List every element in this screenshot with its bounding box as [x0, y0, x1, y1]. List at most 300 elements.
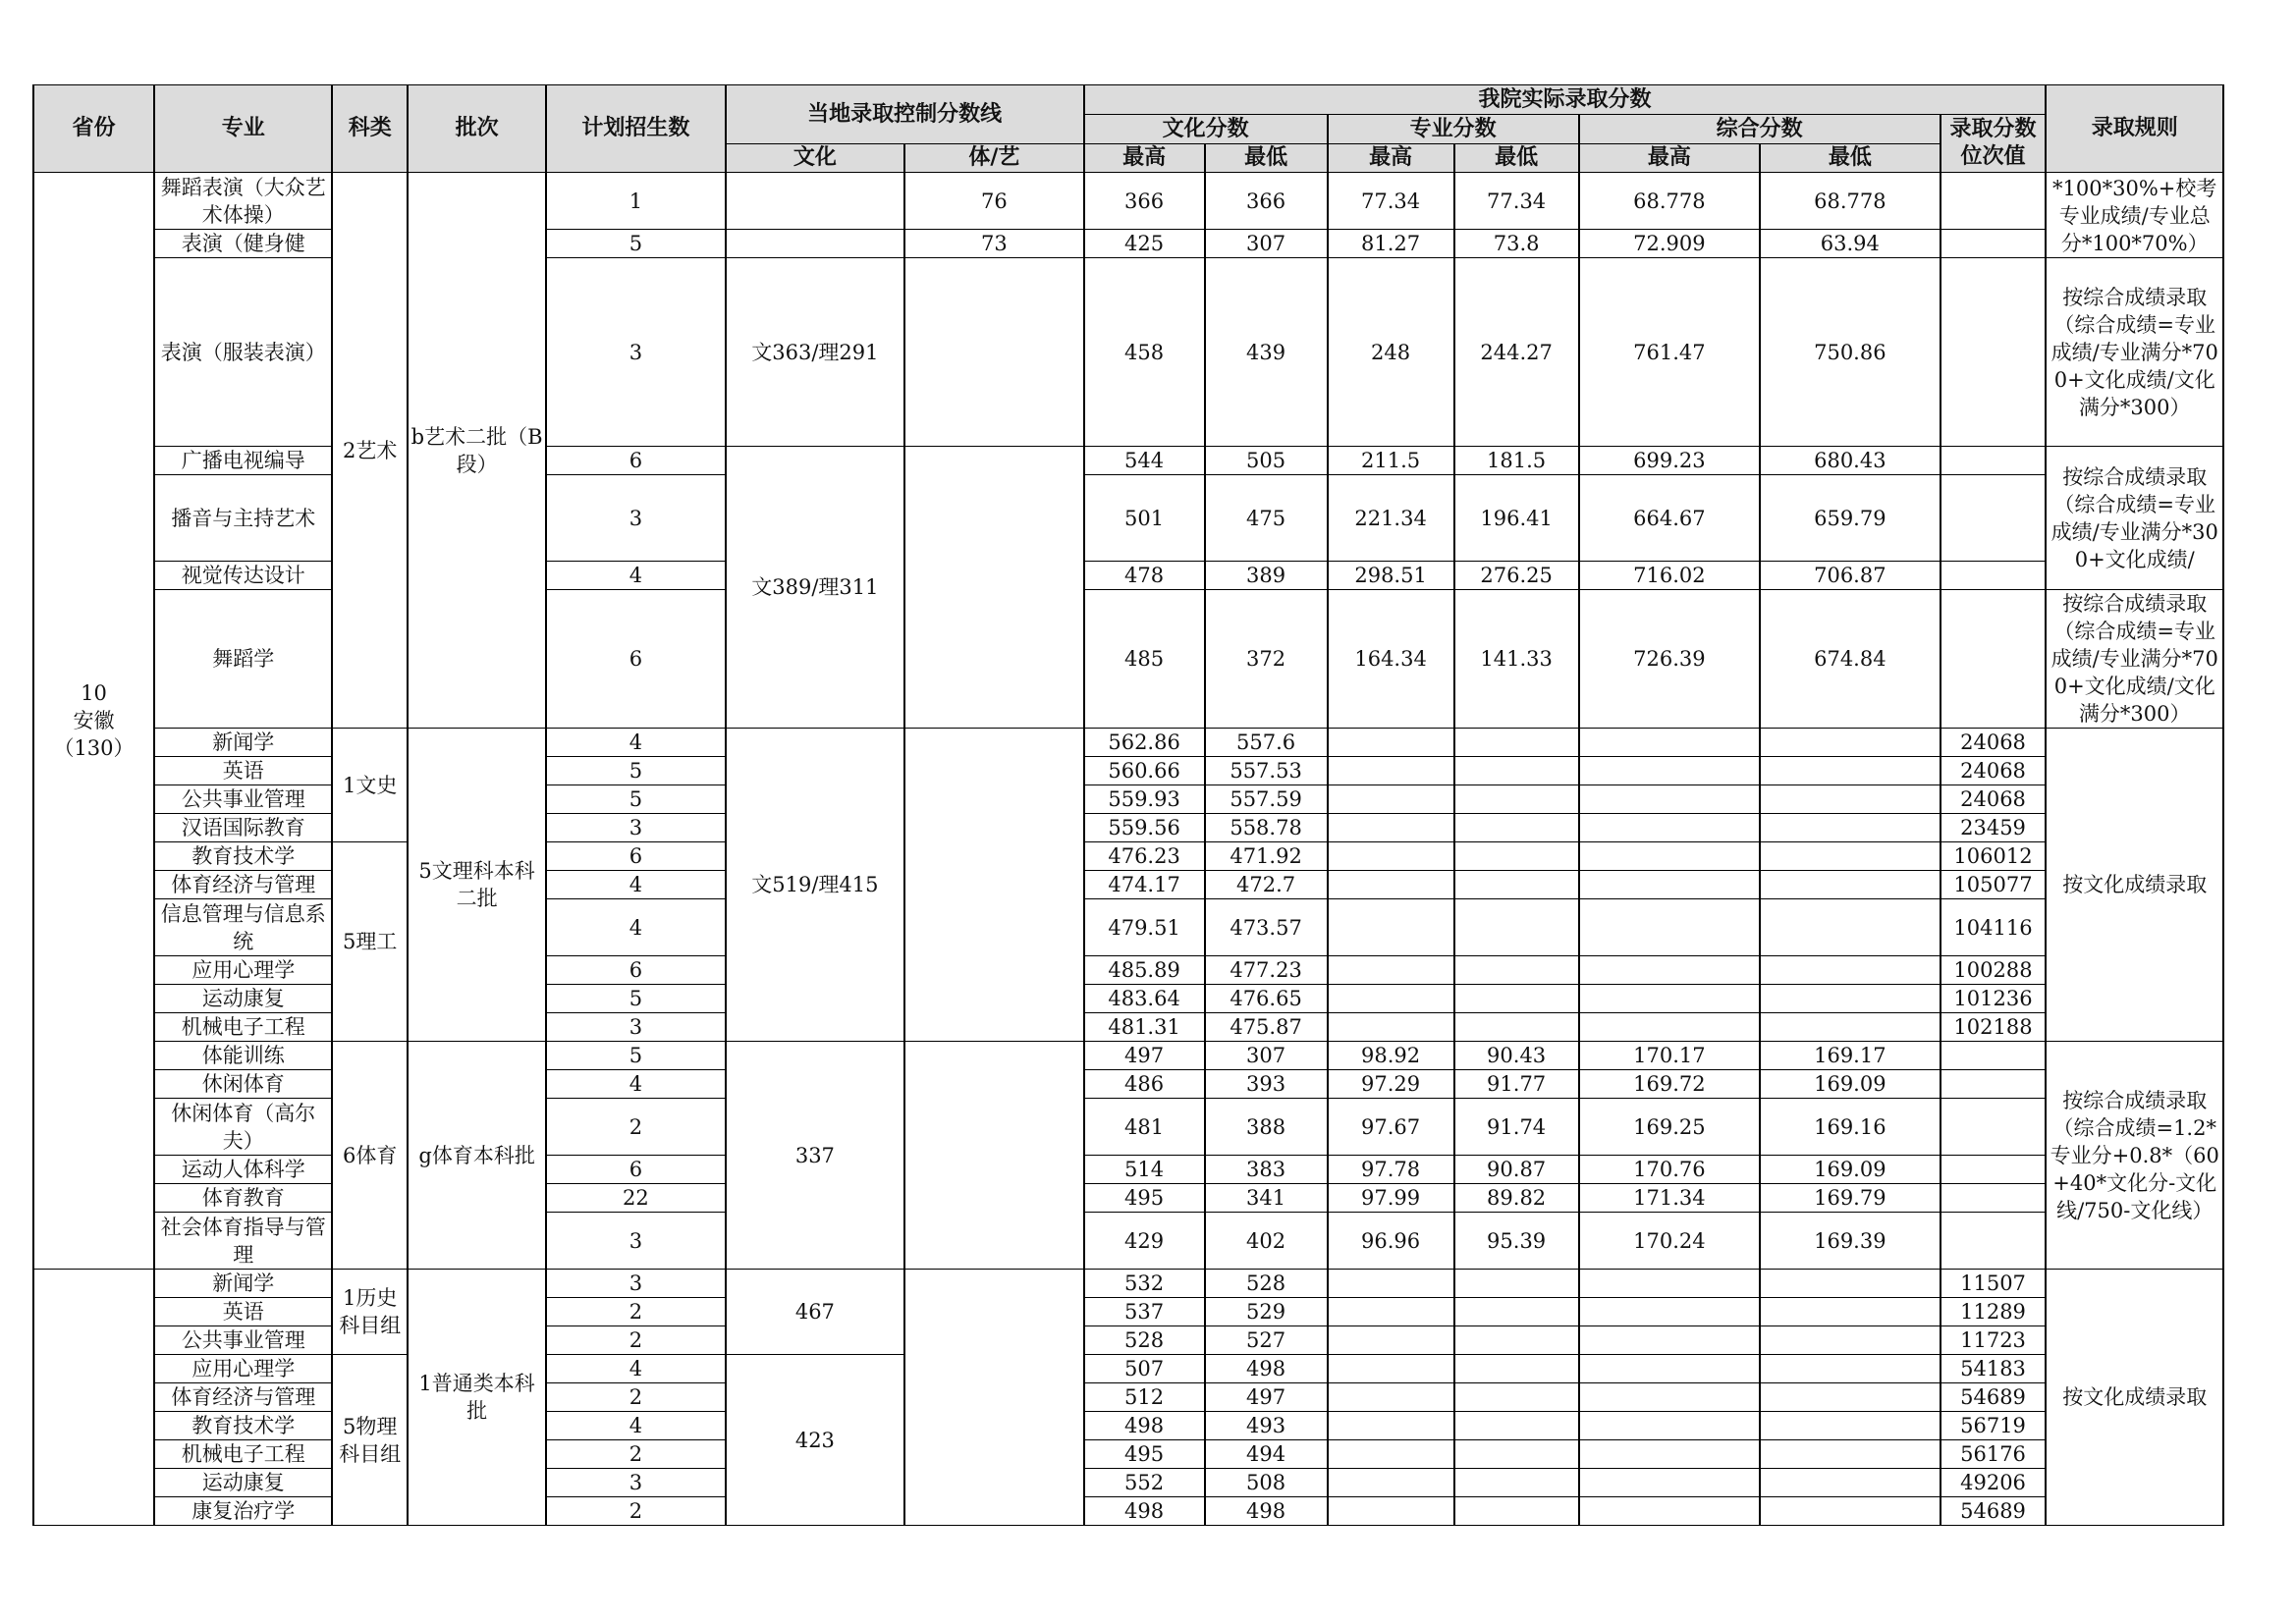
table-row	[33, 1355, 2223, 1383]
major-min-cell	[1454, 1383, 1579, 1412]
major-max-cell	[1328, 1326, 1454, 1355]
total-max-cell	[1579, 1270, 1760, 1298]
culture-max-cell: 498	[1084, 1412, 1205, 1440]
total-min-cell	[1760, 1497, 1940, 1526]
total-min-cell: 169.09	[1760, 1070, 1940, 1099]
rank-cell: 49206	[1941, 1469, 2047, 1497]
rank-cell: 104116	[1941, 899, 2047, 956]
plan-cell: 2	[546, 1497, 725, 1526]
culture-min-cell: 477.23	[1205, 956, 1328, 985]
culture-max-cell: 507	[1084, 1355, 1205, 1383]
table-row	[33, 842, 2223, 871]
total-min-cell	[1760, 1270, 1940, 1298]
admission-table-wrapper	[32, 84, 2224, 1526]
total-max-cell	[1579, 1497, 1760, 1526]
plan-cell: 3	[546, 1013, 725, 1042]
major-max-cell	[1328, 1298, 1454, 1326]
header-local-pe-art: 体/艺	[904, 144, 1083, 173]
major-max-cell: 97.78	[1328, 1156, 1454, 1184]
total-max-cell	[1579, 985, 1760, 1013]
major-max-cell	[1328, 1013, 1454, 1042]
major-cell: 公共事业管理	[154, 785, 332, 814]
major-min-cell	[1454, 1326, 1579, 1355]
local-culture-line-cell: 文519/理415	[726, 729, 904, 1042]
total-max-cell: 169.72	[1579, 1070, 1760, 1099]
local-culture-line-cell	[726, 230, 904, 258]
major-cell: 体育经济与管理	[154, 871, 332, 899]
header-rank: 录取分数位次值	[1941, 115, 2047, 173]
culture-min-cell: 366	[1205, 173, 1328, 230]
major-max-cell: 248	[1328, 258, 1454, 447]
header-culture-score: 文化分数	[1084, 115, 1328, 144]
culture-min-cell: 473.57	[1205, 899, 1328, 956]
major-max-cell	[1328, 1383, 1454, 1412]
header-plan: 计划招生数	[546, 85, 725, 173]
rank-cell: 11507	[1941, 1270, 2047, 1298]
major-cell: 机械电子工程	[154, 1440, 332, 1469]
culture-min-cell: 497	[1205, 1383, 1328, 1412]
header-batch: 批次	[408, 85, 546, 173]
major-cell: 应用心理学	[154, 956, 332, 985]
major-min-cell: 77.34	[1454, 173, 1579, 230]
plan-cell: 22	[546, 1184, 725, 1213]
header-actual: 我院实际录取分数	[1084, 85, 2047, 115]
major-min-cell	[1454, 1412, 1579, 1440]
total-max-cell: 170.76	[1579, 1156, 1760, 1184]
batch-cell: g体育本科批	[408, 1042, 546, 1270]
culture-min-cell: 505	[1205, 447, 1328, 475]
total-max-cell: 699.23	[1579, 447, 1760, 475]
culture-min-cell: 307	[1205, 1042, 1328, 1070]
major-max-cell	[1328, 1497, 1454, 1526]
local-pe-art-line-cell	[904, 447, 1083, 729]
major-max-cell: 97.99	[1328, 1184, 1454, 1213]
local-culture-line-cell: 文363/理291	[726, 258, 904, 447]
total-min-cell: 63.94	[1760, 230, 1940, 258]
total-max-cell: 726.39	[1579, 590, 1760, 729]
major-cell: 舞蹈学	[154, 590, 332, 729]
total-min-cell	[1760, 1013, 1940, 1042]
total-min-cell	[1760, 1298, 1940, 1326]
culture-min-cell: 557.59	[1205, 785, 1328, 814]
total-max-cell	[1579, 871, 1760, 899]
header-culture-min: 最低	[1205, 144, 1328, 173]
culture-min-cell: 475	[1205, 475, 1328, 562]
rank-cell	[1941, 562, 2047, 590]
culture-max-cell: 528	[1084, 1326, 1205, 1355]
table-row	[33, 729, 2223, 757]
major-max-cell	[1328, 729, 1454, 757]
total-min-cell	[1760, 842, 1940, 871]
plan-cell: 3	[546, 814, 725, 842]
culture-max-cell: 501	[1084, 475, 1205, 562]
rank-cell	[1941, 1042, 2047, 1070]
culture-max-cell: 498	[1084, 1497, 1205, 1526]
total-min-cell	[1760, 729, 1940, 757]
plan-cell: 4	[546, 1355, 725, 1383]
major-min-cell: 196.41	[1454, 475, 1579, 562]
table-row	[33, 1042, 2223, 1070]
major-min-cell: 141.33	[1454, 590, 1579, 729]
plan-cell: 4	[546, 1070, 725, 1099]
major-min-cell: 89.82	[1454, 1184, 1579, 1213]
major-cell: 运动康复	[154, 1469, 332, 1497]
province-cell: 10 安徽 （130）	[33, 173, 154, 1270]
total-min-cell	[1760, 1469, 1940, 1497]
major-max-cell	[1328, 985, 1454, 1013]
category-cell: 6体育	[332, 1042, 408, 1270]
total-max-cell	[1579, 842, 1760, 871]
total-max-cell	[1579, 757, 1760, 785]
plan-cell: 6	[546, 842, 725, 871]
culture-max-cell: 458	[1084, 258, 1205, 447]
total-min-cell: 706.87	[1760, 562, 1940, 590]
plan-cell: 6	[546, 1156, 725, 1184]
rank-cell	[1941, 1213, 2047, 1270]
major-max-cell: 96.96	[1328, 1213, 1454, 1270]
total-min-cell: 674.84	[1760, 590, 1940, 729]
category-cell: 5理工	[332, 842, 408, 1042]
major-max-cell	[1328, 956, 1454, 985]
total-max-cell: 169.25	[1579, 1099, 1760, 1156]
total-max-cell	[1579, 814, 1760, 842]
header-total-max: 最高	[1579, 144, 1760, 173]
total-min-cell: 750.86	[1760, 258, 1940, 447]
major-cell: 休闲体育	[154, 1070, 332, 1099]
province-cell	[33, 1270, 154, 1526]
total-max-cell: 170.24	[1579, 1213, 1760, 1270]
culture-min-cell: 341	[1205, 1184, 1328, 1213]
major-max-cell	[1328, 757, 1454, 785]
category-cell: 2艺术	[332, 173, 408, 729]
major-min-cell: 244.27	[1454, 258, 1579, 447]
header-category: 科类	[332, 85, 408, 173]
table-body	[33, 173, 2223, 1526]
total-max-cell: 170.17	[1579, 1042, 1760, 1070]
batch-cell: b艺术二批（B段）	[408, 173, 546, 729]
major-cell: 教育技术学	[154, 842, 332, 871]
culture-max-cell: 479.51	[1084, 899, 1205, 956]
major-min-cell	[1454, 757, 1579, 785]
category-cell: 5物理科目组	[332, 1355, 408, 1526]
culture-min-cell: 471.92	[1205, 842, 1328, 871]
major-min-cell	[1454, 1497, 1579, 1526]
plan-cell: 4	[546, 729, 725, 757]
rank-cell	[1941, 258, 2047, 447]
total-max-cell: 72.909	[1579, 230, 1760, 258]
header-major-score: 专业分数	[1328, 115, 1579, 144]
major-cell: 机械电子工程	[154, 1013, 332, 1042]
major-min-cell	[1454, 729, 1579, 757]
major-min-cell	[1454, 1469, 1579, 1497]
plan-cell: 5	[546, 230, 725, 258]
total-max-cell: 716.02	[1579, 562, 1760, 590]
total-min-cell	[1760, 1412, 1940, 1440]
plan-cell: 4	[546, 1412, 725, 1440]
major-min-cell: 276.25	[1454, 562, 1579, 590]
culture-min-cell: 388	[1205, 1099, 1328, 1156]
major-min-cell	[1454, 956, 1579, 985]
plan-cell: 2	[546, 1099, 725, 1156]
batch-cell: 1普通类本科批	[408, 1270, 546, 1526]
major-cell: 舞蹈表演（大众艺术体操）	[154, 173, 332, 230]
major-max-cell: 97.67	[1328, 1099, 1454, 1156]
local-pe-art-line-cell	[904, 258, 1083, 447]
table-header	[33, 85, 2223, 173]
plan-cell: 5	[546, 757, 725, 785]
major-max-cell	[1328, 842, 1454, 871]
rule-cell: *100*30%+校考专业成绩/专业总分*100*70%）	[2046, 173, 2223, 258]
rank-cell	[1941, 230, 2047, 258]
rule-cell: 按综合成绩录取（综合成绩=专业成绩/专业满分*300+文化成绩/	[2046, 447, 2223, 590]
culture-max-cell: 537	[1084, 1298, 1205, 1326]
major-max-cell	[1328, 814, 1454, 842]
rank-cell	[1941, 590, 2047, 729]
culture-max-cell: 532	[1084, 1270, 1205, 1298]
major-cell: 英语	[154, 757, 332, 785]
rank-cell: 23459	[1941, 814, 2047, 842]
culture-min-cell: 529	[1205, 1298, 1328, 1326]
culture-max-cell: 560.66	[1084, 757, 1205, 785]
rank-cell	[1941, 173, 2047, 230]
total-min-cell	[1760, 1383, 1940, 1412]
header-local-culture: 文化	[726, 144, 904, 173]
rank-cell: 105077	[1941, 871, 2047, 899]
major-cell: 体能训练	[154, 1042, 332, 1070]
local-pe-art-line-cell: 73	[904, 230, 1083, 258]
total-min-cell	[1760, 871, 1940, 899]
plan-cell: 3	[546, 1213, 725, 1270]
local-pe-art-line-cell	[904, 1042, 1083, 1270]
table-row	[33, 173, 2223, 230]
culture-min-cell: 558.78	[1205, 814, 1328, 842]
major-min-cell	[1454, 1270, 1579, 1298]
total-max-cell: 664.67	[1579, 475, 1760, 562]
plan-cell: 5	[546, 1042, 725, 1070]
plan-cell: 2	[546, 1440, 725, 1469]
culture-max-cell: 495	[1084, 1440, 1205, 1469]
culture-max-cell: 512	[1084, 1383, 1205, 1412]
total-max-cell	[1579, 1440, 1760, 1469]
major-cell: 汉语国际教育	[154, 814, 332, 842]
major-max-cell: 77.34	[1328, 173, 1454, 230]
total-min-cell: 68.778	[1760, 173, 1940, 230]
culture-max-cell: 474.17	[1084, 871, 1205, 899]
total-max-cell	[1579, 1383, 1760, 1412]
total-max-cell	[1579, 1355, 1760, 1383]
major-cell: 广播电视编导	[154, 447, 332, 475]
rank-cell: 54689	[1941, 1497, 2047, 1526]
culture-min-cell: 307	[1205, 230, 1328, 258]
major-cell: 表演（服装表演）	[154, 258, 332, 447]
major-cell: 体育教育	[154, 1184, 332, 1213]
major-min-cell: 91.77	[1454, 1070, 1579, 1099]
total-min-cell	[1760, 899, 1940, 956]
major-min-cell	[1454, 814, 1579, 842]
rank-cell: 24068	[1941, 729, 2047, 757]
plan-cell: 1	[546, 173, 725, 230]
major-max-cell	[1328, 1270, 1454, 1298]
major-cell: 康复治疗学	[154, 1497, 332, 1526]
rule-cell: 按综合成绩录取（综合成绩=专业成绩/专业满分*700+文化成绩/文化满分*300）	[2046, 590, 2223, 729]
total-min-cell	[1760, 1440, 1940, 1469]
culture-min-cell: 372	[1205, 590, 1328, 729]
plan-cell: 5	[546, 985, 725, 1013]
culture-max-cell: 544	[1084, 447, 1205, 475]
rank-cell: 24068	[1941, 757, 2047, 785]
culture-min-cell: 393	[1205, 1070, 1328, 1099]
major-cell: 体育经济与管理	[154, 1383, 332, 1412]
culture-min-cell: 527	[1205, 1326, 1328, 1355]
major-max-cell: 81.27	[1328, 230, 1454, 258]
culture-max-cell: 495	[1084, 1184, 1205, 1213]
rank-cell: 54183	[1941, 1355, 2047, 1383]
total-min-cell	[1760, 985, 1940, 1013]
plan-cell: 4	[546, 899, 725, 956]
plan-cell: 2	[546, 1383, 725, 1412]
total-max-cell	[1579, 1469, 1760, 1497]
total-min-cell: 680.43	[1760, 447, 1940, 475]
total-min-cell	[1760, 785, 1940, 814]
rank-cell: 101236	[1941, 985, 2047, 1013]
header-total-score: 综合分数	[1579, 115, 1941, 144]
rank-cell: 106012	[1941, 842, 2047, 871]
culture-max-cell: 552	[1084, 1469, 1205, 1497]
total-min-cell: 169.16	[1760, 1099, 1940, 1156]
plan-cell: 2	[546, 1298, 725, 1326]
rule-cell: 按综合成绩录取（综合成绩=专业成绩/专业满分*700+文化成绩/文化满分*300）	[2046, 258, 2223, 447]
culture-max-cell: 478	[1084, 562, 1205, 590]
total-max-cell	[1579, 729, 1760, 757]
culture-max-cell: 366	[1084, 173, 1205, 230]
major-max-cell	[1328, 871, 1454, 899]
plan-cell: 6	[546, 590, 725, 729]
rank-cell	[1941, 447, 2047, 475]
major-max-cell	[1328, 899, 1454, 956]
rank-cell: 11289	[1941, 1298, 2047, 1326]
major-cell: 休闲体育（高尔夫）	[154, 1099, 332, 1156]
total-min-cell	[1760, 814, 1940, 842]
admission-score-table	[32, 84, 2224, 1526]
major-min-cell	[1454, 1013, 1579, 1042]
culture-min-cell: 494	[1205, 1440, 1328, 1469]
local-pe-art-line-cell: 76	[904, 173, 1083, 230]
total-max-cell	[1579, 1298, 1760, 1326]
rank-cell: 11723	[1941, 1326, 2047, 1355]
total-max-cell: 171.34	[1579, 1184, 1760, 1213]
culture-max-cell: 483.64	[1084, 985, 1205, 1013]
major-max-cell	[1328, 1440, 1454, 1469]
rank-cell: 24068	[1941, 785, 2047, 814]
culture-min-cell: 383	[1205, 1156, 1328, 1184]
major-min-cell	[1454, 842, 1579, 871]
major-max-cell	[1328, 1412, 1454, 1440]
major-max-cell: 211.5	[1328, 447, 1454, 475]
major-min-cell	[1454, 899, 1579, 956]
batch-cell: 5文理科本科二批	[408, 729, 546, 1042]
major-max-cell: 164.34	[1328, 590, 1454, 729]
culture-max-cell: 514	[1084, 1156, 1205, 1184]
culture-max-cell: 485.89	[1084, 956, 1205, 985]
major-max-cell: 98.92	[1328, 1042, 1454, 1070]
rule-cell: 按综合成绩录取（综合成绩=1.2*专业分+0.8*（60+40*文化分-文化线/750-文化线）	[2046, 1042, 2223, 1270]
major-min-cell: 90.87	[1454, 1156, 1579, 1184]
major-max-cell	[1328, 785, 1454, 814]
local-culture-line-cell: 文389/理311	[726, 447, 904, 729]
culture-min-cell: 508	[1205, 1469, 1328, 1497]
total-min-cell: 169.39	[1760, 1213, 1940, 1270]
total-min-cell: 169.79	[1760, 1184, 1940, 1213]
major-cell: 新闻学	[154, 729, 332, 757]
total-min-cell	[1760, 1355, 1940, 1383]
plan-cell: 5	[546, 785, 725, 814]
major-cell: 公共事业管理	[154, 1326, 332, 1355]
rank-cell: 56719	[1941, 1412, 2047, 1440]
rank-cell: 54689	[1941, 1383, 2047, 1412]
major-min-cell	[1454, 1298, 1579, 1326]
total-min-cell	[1760, 757, 1940, 785]
culture-min-cell: 439	[1205, 258, 1328, 447]
major-cell: 社会体育指导与管理	[154, 1213, 332, 1270]
major-cell: 播音与主持艺术	[154, 475, 332, 562]
plan-cell: 3	[546, 475, 725, 562]
major-cell: 表演（健身健	[154, 230, 332, 258]
major-min-cell: 91.74	[1454, 1099, 1579, 1156]
major-cell: 运动人体科学	[154, 1156, 332, 1184]
major-max-cell: 298.51	[1328, 562, 1454, 590]
major-cell: 运动康复	[154, 985, 332, 1013]
major-min-cell: 95.39	[1454, 1213, 1579, 1270]
total-max-cell	[1579, 1412, 1760, 1440]
major-min-cell: 181.5	[1454, 447, 1579, 475]
major-min-cell	[1454, 871, 1579, 899]
rank-cell: 102188	[1941, 1013, 2047, 1042]
major-min-cell: 73.8	[1454, 230, 1579, 258]
major-cell: 应用心理学	[154, 1355, 332, 1383]
major-cell: 信息管理与信息系统	[154, 899, 332, 956]
major-min-cell: 90.43	[1454, 1042, 1579, 1070]
culture-max-cell: 562.86	[1084, 729, 1205, 757]
total-max-cell	[1579, 785, 1760, 814]
rule-cell: 按文化成绩录取	[2046, 729, 2223, 1042]
major-cell: 教育技术学	[154, 1412, 332, 1440]
culture-min-cell: 498	[1205, 1497, 1328, 1526]
local-culture-line-cell: 337	[726, 1042, 904, 1270]
plan-cell: 3	[546, 258, 725, 447]
major-max-cell	[1328, 1469, 1454, 1497]
culture-min-cell: 498	[1205, 1355, 1328, 1383]
major-cell: 新闻学	[154, 1270, 332, 1298]
header-total-min: 最低	[1760, 144, 1940, 173]
table-row	[33, 1270, 2223, 1298]
local-culture-line-cell: 467	[726, 1270, 904, 1355]
culture-min-cell: 389	[1205, 562, 1328, 590]
culture-max-cell: 486	[1084, 1070, 1205, 1099]
header-province: 省份	[33, 85, 154, 173]
culture-min-cell: 557.6	[1205, 729, 1328, 757]
total-max-cell: 68.778	[1579, 173, 1760, 230]
plan-cell: 6	[546, 447, 725, 475]
local-pe-art-line-cell	[904, 729, 1083, 1042]
rank-cell: 100288	[1941, 956, 2047, 985]
header-culture-max: 最高	[1084, 144, 1205, 173]
total-max-cell: 761.47	[1579, 258, 1760, 447]
total-min-cell: 169.09	[1760, 1156, 1940, 1184]
rank-cell	[1941, 1184, 2047, 1213]
local-pe-art-line-cell	[904, 1270, 1083, 1526]
major-max-cell: 221.34	[1328, 475, 1454, 562]
header-rule: 录取规则	[2046, 85, 2223, 173]
